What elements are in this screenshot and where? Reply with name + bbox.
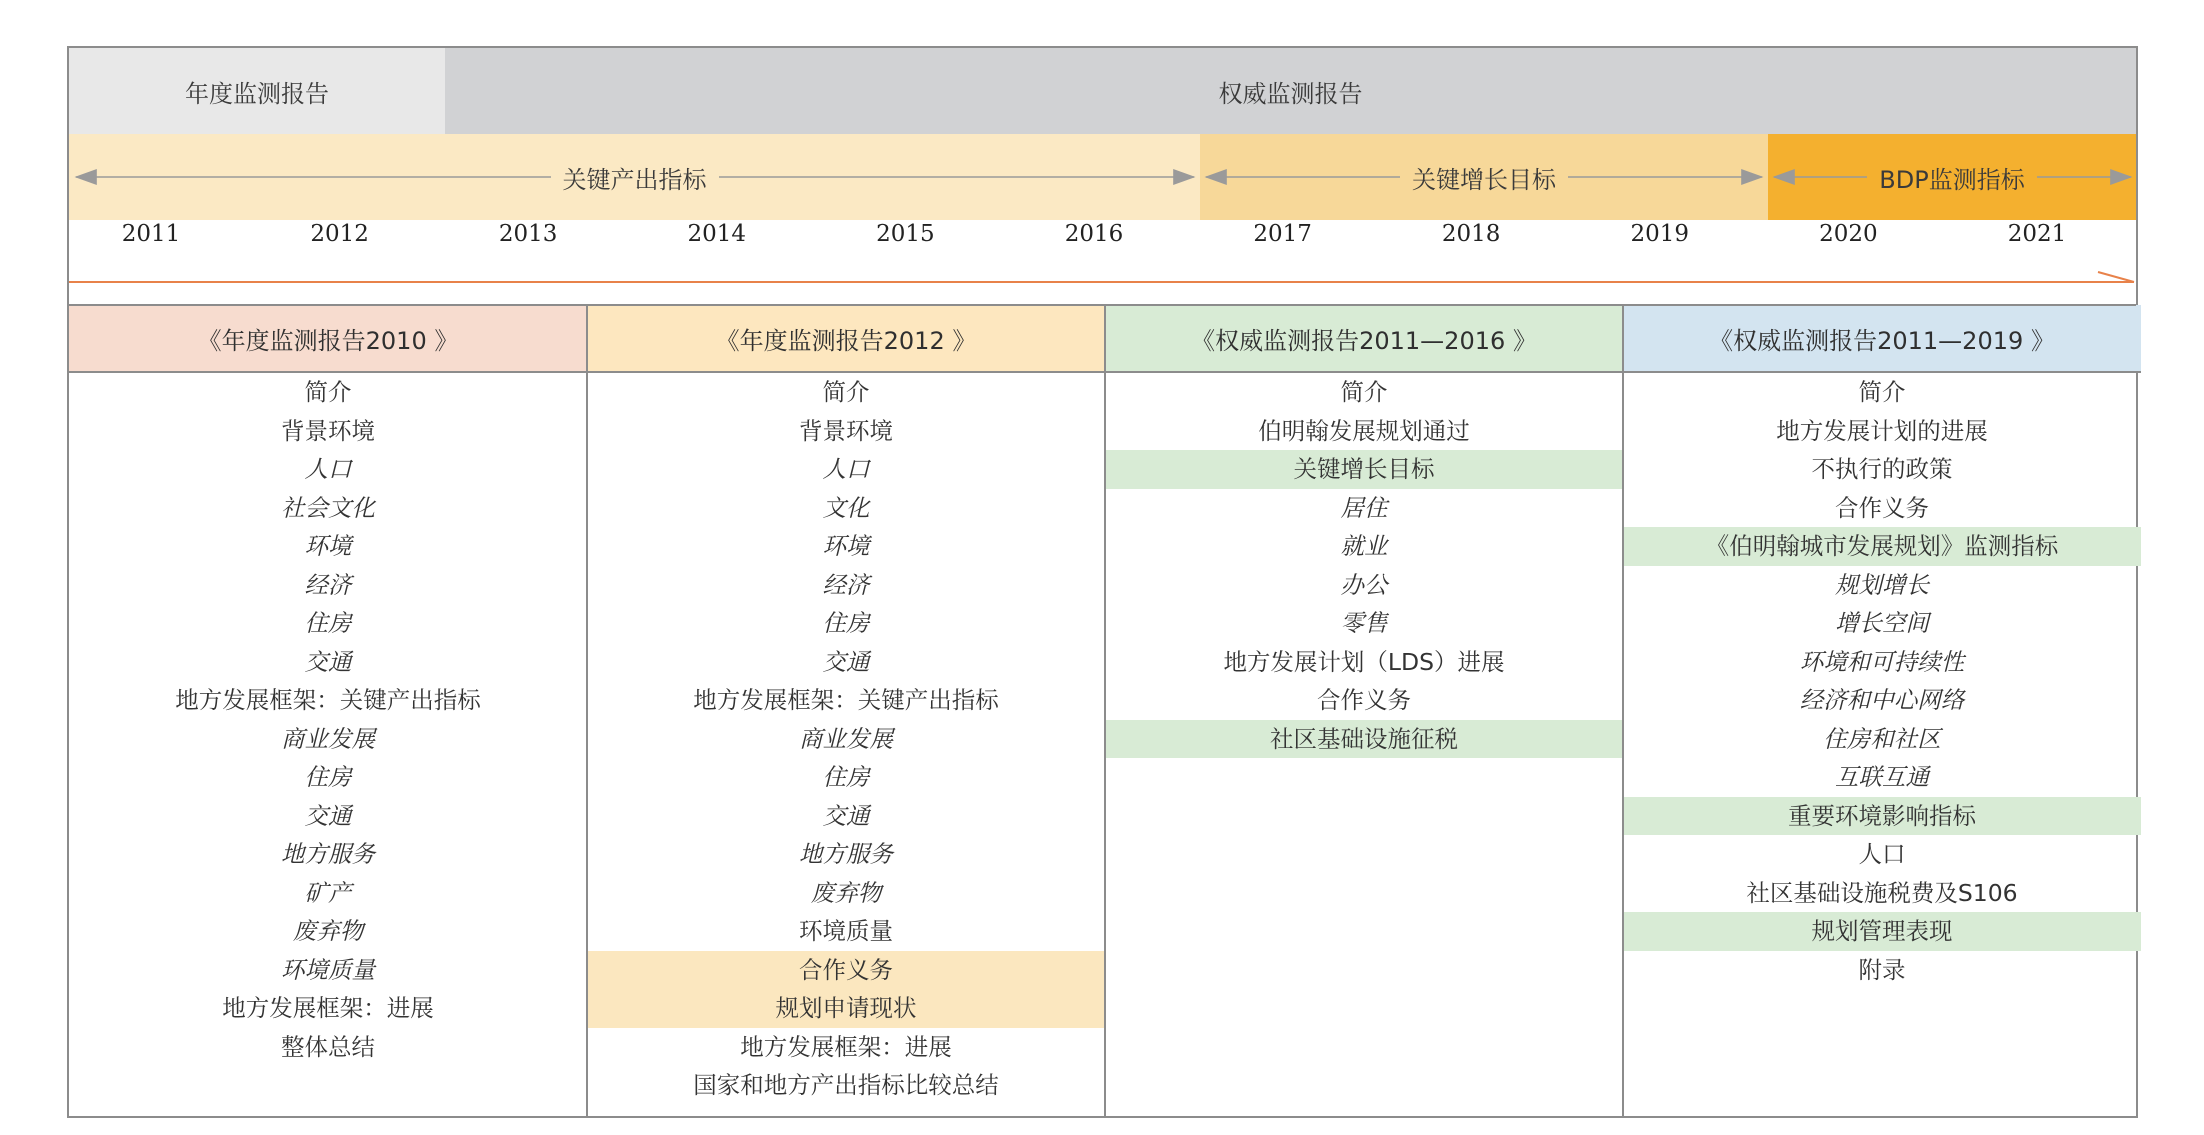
list-item: 交通 (822, 647, 870, 676)
year-label: 2014 (687, 221, 747, 247)
year-label: 2016 (1064, 221, 1124, 247)
list-item: 地方发展框架：进展 (740, 1032, 952, 1061)
list-item: 规划申请现状 (587, 989, 1105, 1028)
list-item: 社会文化 (281, 493, 375, 522)
list-item: 国家和地方产出指标比较总结 (693, 1071, 999, 1099)
columns-top-border (69, 304, 2136, 306)
list-item: 背景环境 (281, 416, 375, 445)
list-item: 人口 (822, 455, 870, 483)
list-item: 环境和可持续性 (1799, 647, 1965, 676)
list-item: 交通 (304, 647, 352, 676)
list-item: 伯明翰发展规划通过 (1258, 416, 1470, 445)
list-item: 《伯明翰城市发展规划》监测指标 (1623, 527, 2141, 566)
list-item: 规划管理表现 (1623, 912, 2141, 951)
list-item: 经济和中心网络 (1799, 686, 1965, 714)
column-divider (1104, 305, 1106, 1118)
column-list (1105, 373, 1623, 758)
column-title: 《年度监测报告2010 》 (69, 305, 587, 373)
column-title: 《权威监测报告2011—2016 》 (1105, 305, 1623, 373)
column-divider (586, 305, 588, 1118)
list-item: 地方发展框架：关键产出指标 (693, 686, 999, 714)
list-item: 地方发展计划（LDS）进展 (1223, 647, 1505, 676)
phase-bdp-label: BDP监测指标 (1867, 160, 2036, 195)
list-item: 住房 (822, 609, 870, 637)
column-title: 《年度监测报告2012 》 (587, 305, 1105, 373)
list-item: 重要环境影响指标 (1623, 797, 2141, 836)
list-item: 废弃物 (292, 917, 364, 945)
year-label: 2021 (2007, 221, 2067, 247)
list-item: 背景环境 (799, 416, 893, 445)
list-item: 文化 (822, 493, 870, 522)
list-item: 简介 (1858, 378, 1906, 406)
list-item: 住房和社区 (1823, 724, 1941, 753)
column-annual-2010 (69, 305, 587, 1118)
list-item: 交通 (304, 801, 352, 830)
column-annual-2012 (587, 305, 1105, 1118)
list-item: 地方发展框架：关键产出指标 (175, 686, 481, 714)
column-authority-2011-2019 (1623, 305, 2141, 1118)
list-item: 商业发展 (799, 724, 893, 753)
year-label: 2015 (876, 221, 935, 247)
list-item: 合作义务 (587, 951, 1105, 990)
report-authority-label: 权威监测报告 (1218, 79, 1363, 108)
list-item: 就业 (1340, 532, 1388, 560)
list-item: 地方服务 (281, 840, 375, 868)
phase-key-growth-label: 关键增长目标 (1400, 160, 1568, 195)
list-item: 整体总结 (281, 1032, 375, 1061)
list-item: 地方服务 (799, 840, 893, 868)
list-item: 废弃物 (810, 878, 882, 907)
list-item: 合作义务 (1835, 493, 1929, 522)
list-item: 增长空间 (1835, 609, 1929, 637)
list-item: 社区基础设施税费及S106 (1746, 878, 2018, 907)
list-item: 经济 (304, 570, 352, 599)
column-list (69, 373, 587, 1066)
column-divider (1622, 305, 1624, 1118)
list-item: 矿产 (304, 878, 352, 907)
list-item: 人口 (1858, 840, 1906, 868)
report-annual-label: 年度监测报告 (185, 79, 329, 108)
list-item: 地方发展框架：进展 (222, 994, 434, 1022)
timeline-arrowhead (2098, 272, 2134, 282)
column-list (1623, 373, 2141, 989)
year-label: 2012 (310, 221, 369, 247)
list-item: 住房 (304, 609, 352, 637)
list-item: 环境 (822, 532, 870, 560)
list-item: 居住 (1340, 493, 1388, 522)
list-item: 不执行的政策 (1811, 455, 1953, 483)
list-item: 交通 (822, 801, 870, 830)
list-item: 住房 (304, 763, 352, 791)
list-item: 地方发展计划的进展 (1776, 416, 1988, 445)
list-item: 环境质量 (281, 955, 375, 984)
year-label: 2020 (1819, 221, 1878, 247)
list-item: 简介 (822, 378, 870, 406)
column-authority-2011-2016 (1105, 305, 1623, 1118)
list-item: 互联互通 (1835, 763, 1929, 791)
list-item: 环境质量 (799, 917, 893, 945)
list-item: 人口 (304, 455, 352, 483)
list-item: 办公 (1340, 570, 1388, 599)
year-label: 2011 (121, 221, 181, 247)
year-label: 2013 (498, 221, 558, 247)
list-item: 商业发展 (281, 724, 375, 753)
year-label: 2017 (1253, 221, 1312, 247)
list-item: 简介 (304, 378, 352, 406)
list-item: 附录 (1858, 955, 1906, 984)
list-item: 规划增长 (1835, 570, 1929, 599)
list-item: 环境 (304, 532, 352, 560)
list-item: 零售 (1340, 609, 1388, 637)
column-list (587, 373, 1105, 1105)
list-item: 简介 (1340, 378, 1388, 406)
list-item: 合作义务 (1317, 686, 1411, 714)
year-label: 2019 (1630, 221, 1690, 247)
year-label: 2018 (1441, 221, 1501, 247)
list-item: 关键增长目标 (1105, 450, 1623, 489)
list-item: 住房 (822, 763, 870, 791)
list-item: 经济 (822, 570, 870, 599)
phase-key-output-label: 关键产出指标 (551, 160, 719, 195)
list-item: 社区基础设施征税 (1105, 720, 1623, 759)
column-title: 《权威监测报告2011—2019 》 (1623, 305, 2141, 373)
